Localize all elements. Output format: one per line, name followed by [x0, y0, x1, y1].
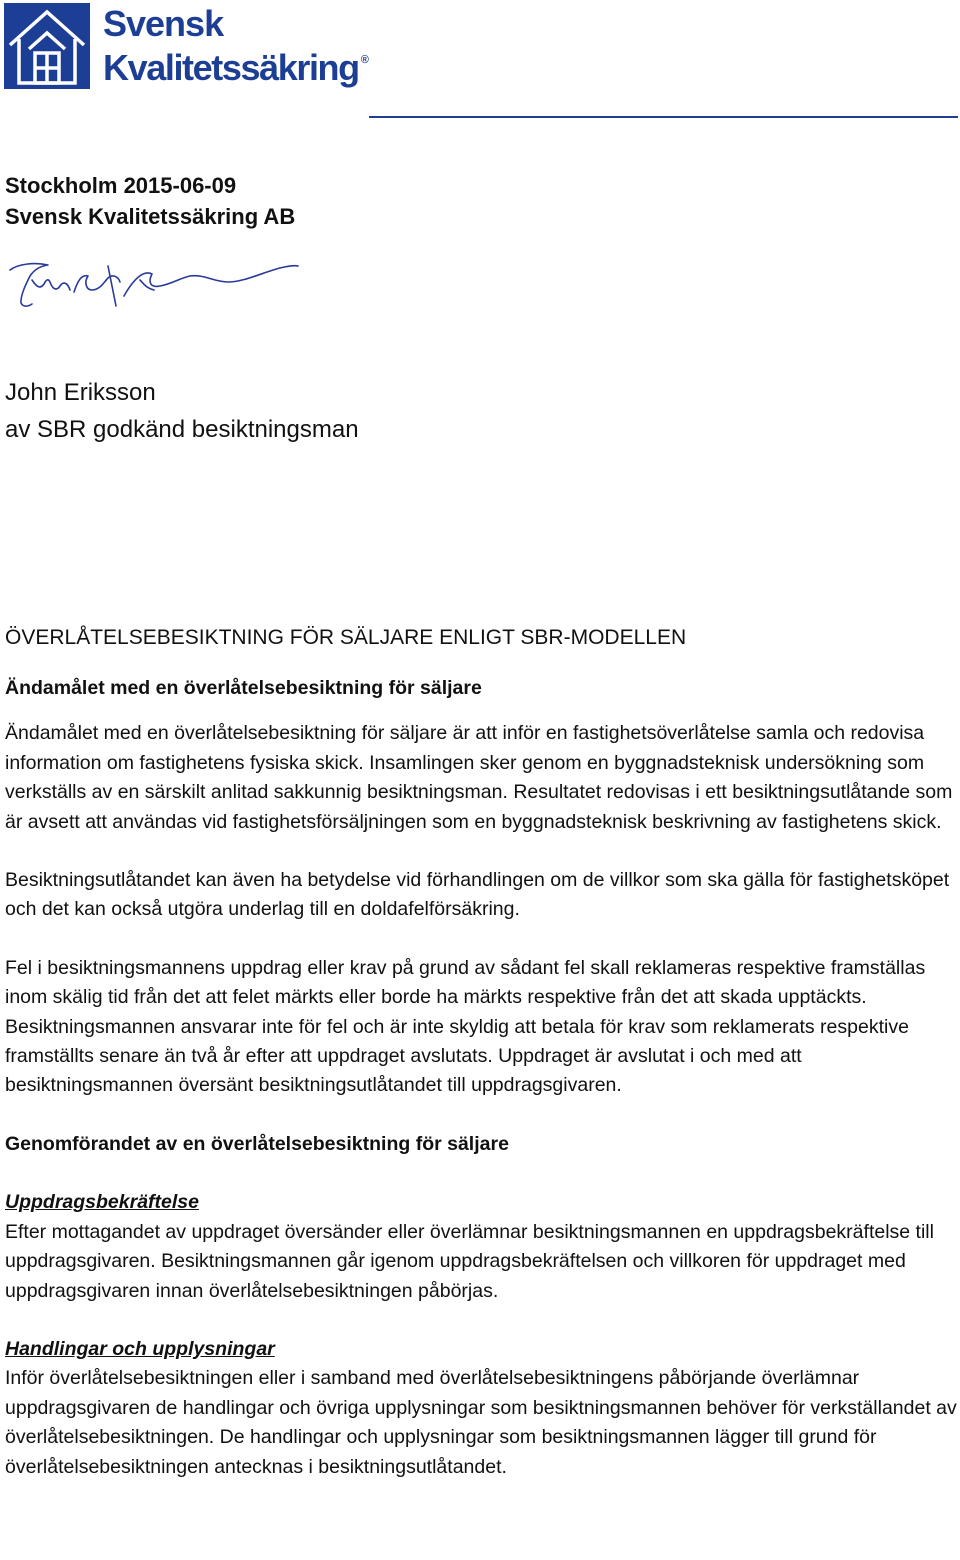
document-title: ÖVERLÅTELSEBESIKTNING FÖR SÄLJARE ENLIGT SBR-MODELLEN — [5, 626, 687, 649]
execution-heading: Genomförandet av en överlåtelsebesiktning för säljare — [5, 1132, 509, 1155]
document-body — [5, 620, 957, 1482]
house-logo-icon — [4, 3, 90, 89]
place-date: Stockholm 2015-06-09 — [5, 173, 237, 198]
confirmation-heading: Uppdragsbekräftelse — [5, 1191, 199, 1214]
brand-name-line2-text: Kvalitetssäkring — [103, 47, 359, 88]
brand-name-line2 — [103, 42, 367, 90]
signer-block — [5, 374, 359, 448]
purpose-paragraph-3: Fel i besiktningsmannens uppdrag eller krav på grund av sådant fel skall reklameras respektive framställas inom skälig tid från det att felet märkts eller borde ha märkts respektive från det att skada upptäckts. Besiktningsmannen ansvarar inte för fel och är inte skyldig att betala för krav som reklamerats respektive framställts senare än två år efter att uppdraget avslutats. Uppdraget är avslutat i och med att besiktningsmannen översänt besiktningsutlåtandet till uppdragsgivaren. — [5, 956, 926, 1097]
company-name: Svensk Kvalitetssäkring AB — [5, 204, 296, 229]
purpose-paragraph-2: Besiktningsutlåtandet kan även ha betydelse vid förhandlingen om de villkor som ska gälla för fastighetsköpet och det kan också utgöra underlag till en doldafelförsäkring. — [5, 869, 950, 921]
registered-trademark: ® — [360, 54, 369, 66]
signer-name: John Eriksson — [5, 379, 156, 406]
documents-heading: Handlingar och upplysningar — [5, 1337, 275, 1360]
confirmation-paragraph: Efter mottagandet av uppdraget översänder eller överlämnar besiktningsmannen en uppdragsbekräftelse till uppdragsgivaren. Besiktningsmannen går igenom uppdragsbekräftelsen och villkoren för uppdraget med uppdragsgivaren innan överlåtelsebesiktningen påbörjas. — [5, 1220, 934, 1302]
header-rule — [369, 116, 958, 118]
handwritten-signature — [4, 256, 304, 318]
purpose-heading: Ändamålet med en överlåtelsebesiktning för säljare — [5, 677, 482, 699]
documents-paragraph: Inför överlåtelsebesiktningen eller i samband med överlåtelsebesiktningens påbörjande överlämnar uppdragsgivaren de handlingar och övriga upplysningar som besiktningsmannen behöver för verkställandet av överlåtelsebesiktningen. De handlingar och upplysningar som besiktningsmannen lägger till grund för överlåtelsebesiktningen antecknas i besiktningsutlåtandet. — [5, 1367, 957, 1478]
brand-name-line1: Svensk — [103, 3, 224, 44]
sender-block — [5, 170, 295, 232]
purpose-paragraph-1: Ändamålet med en överlåtelsebesiktning för säljare är att inför en fastighetsöverlåtelse samla och redovisa information om fastighetens fysiska skick. Insamlingen sker genom en byggnadsteknisk undersökning som verkställs av en särskilt anlitad sakkunnig besiktningsman. Resultatet redovisas i ett besiktningsutlåtande som är avsett att användas vid fastighetsförsäljningen som en byggnadsteknisk beskrivning av fastighetens skick. — [5, 722, 953, 833]
letterhead — [0, 0, 960, 120]
signer-title: av SBR godkänd besiktningsman — [5, 416, 359, 443]
